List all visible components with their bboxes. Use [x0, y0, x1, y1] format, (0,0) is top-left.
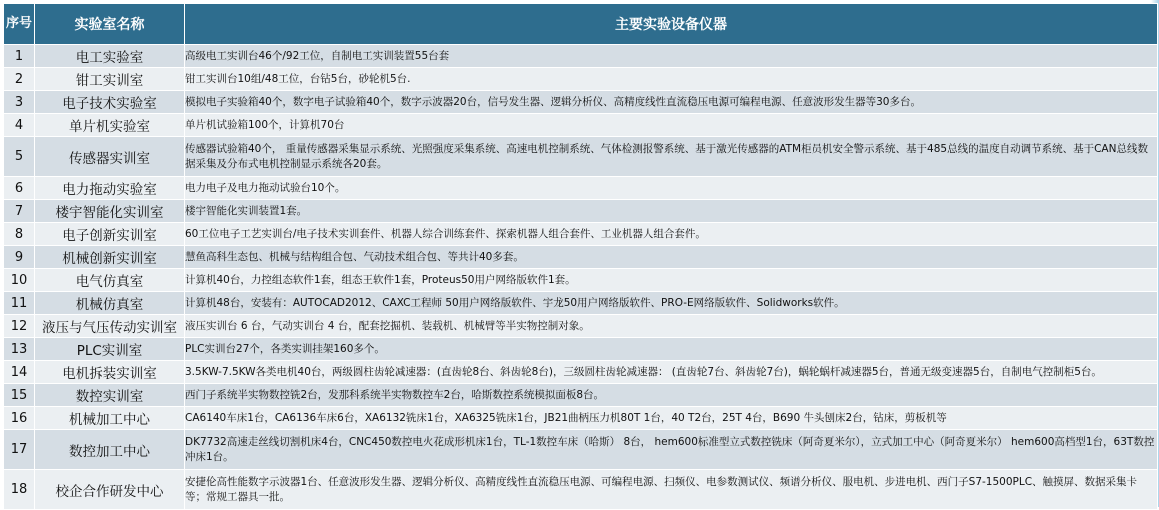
- table-row: [4, 470, 1158, 510]
- equipment-description: 60工位电子工艺实训台/电子技术实训套件、机器人综合训练套件、探索机器人组合套件、工业机器人组合套件。: [185, 223, 1158, 246]
- row-number: 7: [4, 200, 35, 223]
- row-number: 15: [4, 384, 35, 407]
- lab-name: 电气仿真室: [35, 269, 185, 292]
- lab-name: 楼宇智能化实训室: [35, 200, 185, 223]
- lab-name: 机械创新实训室: [35, 246, 185, 269]
- table-row: [4, 430, 1158, 470]
- table-row: [4, 177, 1158, 200]
- table-row: [4, 269, 1158, 292]
- table-row: [4, 91, 1158, 114]
- row-number: 6: [4, 177, 35, 200]
- row-number: 11: [4, 292, 35, 315]
- table-row: [4, 68, 1158, 91]
- lab-name: 液压与气压传动实训室: [35, 315, 185, 338]
- equipment-description: 3.5KW-7.5KW各类电机40台，两级圆柱齿轮减速器：(直齿轮8台、斜齿轮8台)，三级圆柱齿轮减速器： (直齿轮7台、斜齿轮7台)，蜗轮蜗杆减速器5台，普通无级变速器5台，自制电气控制柜5台。: [185, 361, 1158, 384]
- lab-name: 校企合作研发中心: [35, 470, 185, 510]
- table-row: [4, 114, 1158, 137]
- equipment-description: 安捷伦高性能数字示波器1台、任意波形发生器、逻辑分析仪、高精度线性直流稳压电源、可编程电源、扫频仪、电参数测试仪、频谱分析仪、服电机、步进电机、西门子S7-1500PLC、触摸屏、数据采集卡等；常规工器具一批。: [185, 470, 1158, 510]
- lab-name: 电子技术实验室: [35, 91, 185, 114]
- lab-name: 电力拖动实验室: [35, 177, 185, 200]
- equipment-description: 单片机试验箱100个，计算机70台: [185, 114, 1158, 137]
- lab-name: 电机拆装实训室: [35, 361, 185, 384]
- row-number: 3: [4, 91, 35, 114]
- table-header-row: [4, 4, 1158, 45]
- equipment-description: 高级电工实训台46个/92工位，自制电工实训装置55台套: [185, 45, 1158, 68]
- equipment-description: 电力电子及电力拖动试验台10个。: [185, 177, 1158, 200]
- table-row: [4, 137, 1158, 177]
- table-row: [4, 315, 1158, 338]
- lab-name: PLC实训室: [35, 338, 185, 361]
- equipment-description: 慧鱼高科生态包、机械与结构组合包、气动技术组合包、等共计40多套。: [185, 246, 1158, 269]
- row-number: 8: [4, 223, 35, 246]
- row-number: 9: [4, 246, 35, 269]
- row-number: 12: [4, 315, 35, 338]
- header-equipment: 主要实验设备仪器: [185, 4, 1158, 45]
- header-lab-name: 实验室名称: [35, 4, 185, 45]
- lab-name: 单片机实验室: [35, 114, 185, 137]
- lab-name: 机械加工中心: [35, 407, 185, 430]
- equipment-description: 计算机48台，安装有：AUTOCAD2012、CAXC工程师 50用户网络版软件、宇龙50用户网络版软件、PRO-E网络版软件、Solidworks软件。: [185, 292, 1158, 315]
- row-number: 18: [4, 470, 35, 510]
- header-serial-number: 序号: [4, 4, 35, 45]
- row-number: 5: [4, 137, 35, 177]
- lab-name: 传感器实训室: [35, 137, 185, 177]
- lab-name: 电子创新实训室: [35, 223, 185, 246]
- equipment-description: PLC实训台27个，各类实训挂架160多个。: [185, 338, 1158, 361]
- table-row: [4, 223, 1158, 246]
- equipment-description: 传感器试验箱40个， 重量传感器采集显示系统、光照强度采集系统、高速电机控制系统、气体检测报警系统、基于激光传感器的ATM柜员机安全警示系统、基于485总线的温度自动调节系统、基于CAN总线数据采集及分布式电机控制显示系统各20套。: [185, 137, 1158, 177]
- lab-equipment-table: [3, 3, 1158, 510]
- row-number: 1: [4, 45, 35, 68]
- row-number: 16: [4, 407, 35, 430]
- lab-name: 钳工实训室: [35, 68, 185, 91]
- table-row: [4, 200, 1158, 223]
- lab-name: 数控加工中心: [35, 430, 185, 470]
- equipment-description: 液压实训台 6 台，气动实训台 4 台，配套挖掘机、装载机、机械臂等半实物控制对象。: [185, 315, 1158, 338]
- row-number: 4: [4, 114, 35, 137]
- lab-name: 数控实训室: [35, 384, 185, 407]
- equipment-description: 钳工实训台10组/48工位，台钻5台，砂轮机5台.: [185, 68, 1158, 91]
- equipment-description: 楼宇智能化实训装置1套。: [185, 200, 1158, 223]
- equipment-description: DK7732高速走丝线切割机床4台，CNC450数控电火花成形机床1台，TL-1数控车床（哈斯） 8台， hem600标准型立式数控铣床（阿奇夏米尔），立式加工中心（阿奇夏米尔） hem600高档型1台，63T数控冲床1台。: [185, 430, 1158, 470]
- table-row: [4, 338, 1158, 361]
- equipment-description: 模拟电子实验箱40个，数字电子试验箱40个，数字示波器20台，信号发生器、逻辑分析仪、高精度线性直流稳压电源可编程电源、任意波形发生器等30多台。: [185, 91, 1158, 114]
- lab-name: 机械仿真室: [35, 292, 185, 315]
- row-number: 10: [4, 269, 35, 292]
- table-row: [4, 292, 1158, 315]
- table-row: [4, 407, 1158, 430]
- row-number: 17: [4, 430, 35, 470]
- table-row: [4, 45, 1158, 68]
- table-body: [4, 45, 1158, 510]
- table-row: [4, 246, 1158, 269]
- row-number: 14: [4, 361, 35, 384]
- row-number: 13: [4, 338, 35, 361]
- row-number: 2: [4, 68, 35, 91]
- equipment-description: CA6140车床1台，CA6136车床6台，XA6132铣床1台，XA6325铣床1台，JB21曲柄压力机80T 1台，40 T2台，25T 4台，B690 牛头刨床2台，钻床，剪板机等: [185, 407, 1158, 430]
- equipment-description: 计算机40台，力控组态软件1套，组态王软件1套，Proteus50用户网络版软件1套。: [185, 269, 1158, 292]
- table-row: [4, 384, 1158, 407]
- table-row: [4, 361, 1158, 384]
- equipment-description: 西门子系统半实物数控铣2台，发那科系统半实物数控车2台，哈斯数控系统模拟面板8台。: [185, 384, 1158, 407]
- lab-name: 电工实验室: [35, 45, 185, 68]
